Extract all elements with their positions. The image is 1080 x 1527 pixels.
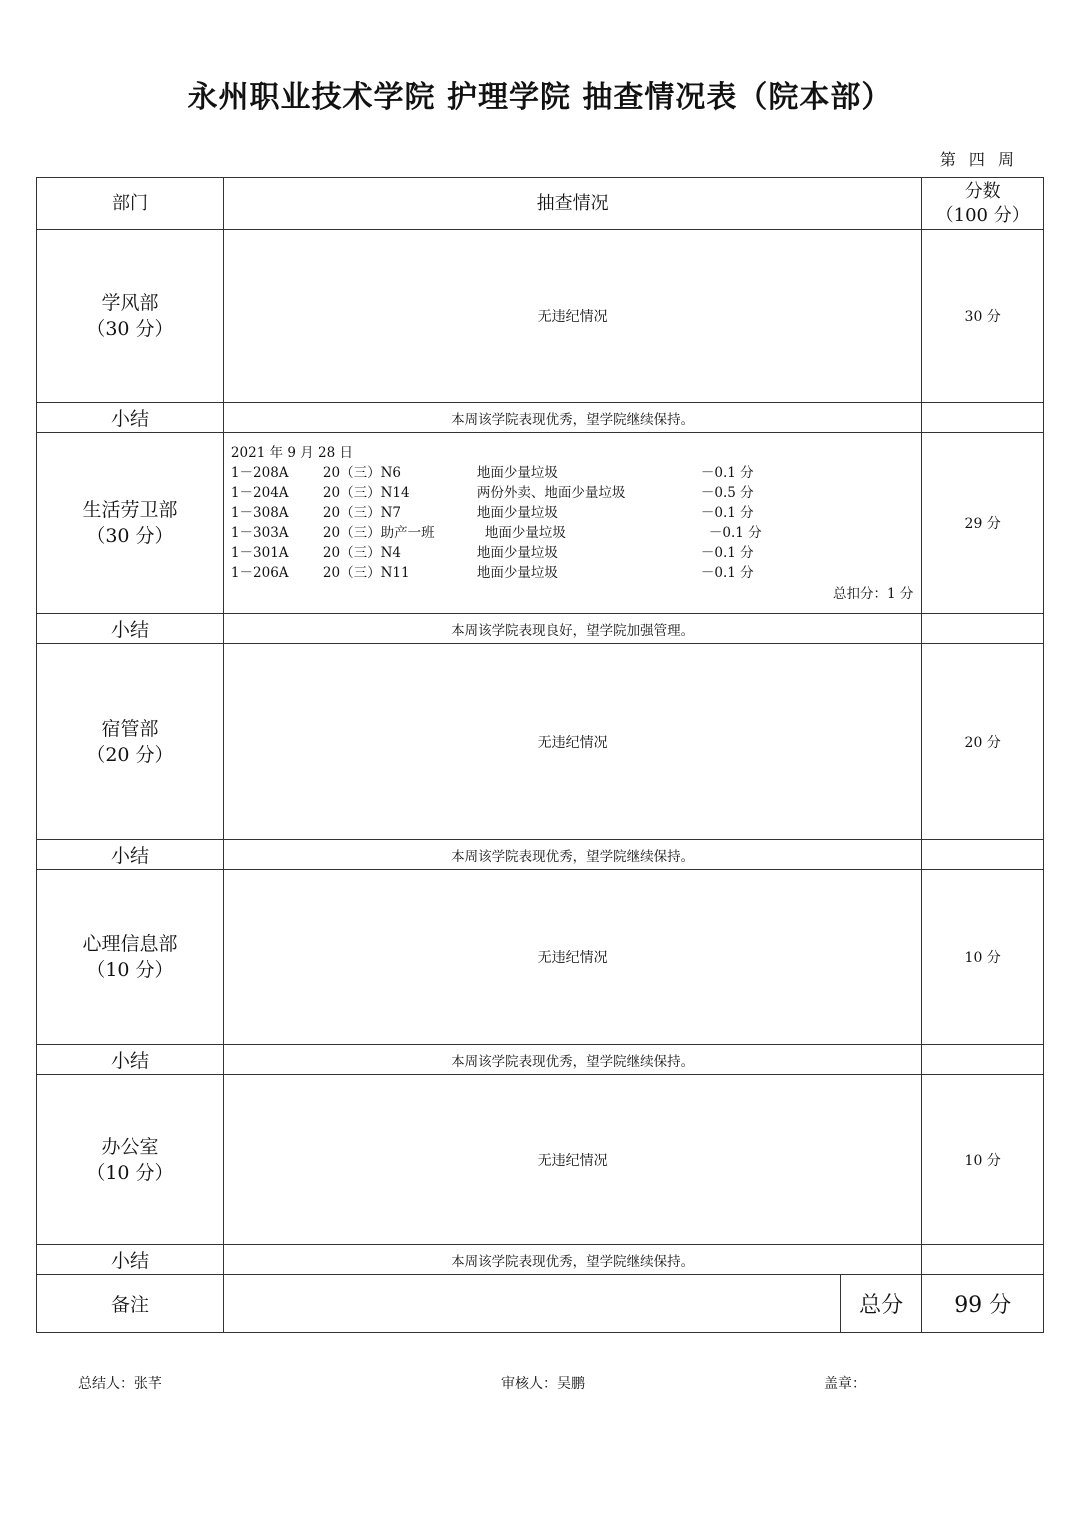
- dept-name: 心理信息部: [82, 933, 178, 955]
- dept-score: 29 分: [922, 433, 1044, 614]
- record-issue: 地面少量垃圾: [484, 525, 566, 541]
- header-score: [922, 178, 1044, 230]
- inspection-note: 无违纪情况: [223, 644, 921, 840]
- record-deduction: －0.1 分: [700, 465, 754, 481]
- dept-score: 10 分: [922, 870, 1044, 1045]
- dept-cell: [37, 644, 224, 840]
- dept-cell: [37, 433, 224, 614]
- summary-text: 本周该学院表现优秀，望学院继续保持。: [223, 403, 921, 433]
- summary-row: [37, 840, 1044, 870]
- record-class: 20（三）N14: [322, 485, 410, 501]
- week-label: 第 四 周: [939, 150, 1018, 169]
- record-row: [231, 563, 913, 583]
- summary-label: 小结: [37, 1045, 224, 1075]
- inspection-note: 无违纪情况: [223, 230, 921, 403]
- inspection-records: [223, 433, 921, 614]
- header-score-label: 分数: [964, 180, 1001, 202]
- record-row: [231, 543, 913, 563]
- record-class: 20（三）N6: [322, 465, 402, 481]
- summary-label: 小结: [37, 840, 224, 870]
- record-issue: 地面少量垃圾: [476, 465, 558, 481]
- dept-score: 10 分: [922, 1075, 1044, 1245]
- section-row: [37, 870, 1044, 1045]
- section-row: [37, 230, 1044, 403]
- record-issue: 地面少量垃圾: [476, 505, 558, 521]
- record-row: [231, 503, 913, 523]
- remarks-value: [223, 1275, 840, 1333]
- record-row: [231, 483, 913, 503]
- dept-name: 学风部: [101, 292, 159, 314]
- record-row: [231, 523, 913, 543]
- dept-cell: [37, 870, 224, 1045]
- record-room: 1－301A: [230, 545, 289, 561]
- summary-score-empty: [922, 403, 1044, 433]
- remarks-row: [37, 1275, 1044, 1333]
- summary-text: 本周该学院表现优秀，望学院继续保持。: [223, 1045, 921, 1075]
- total-label: 总分: [840, 1275, 921, 1333]
- dept-name: 宿管部: [101, 717, 159, 740]
- summary-row: [37, 1245, 1044, 1275]
- dept-max-score: （30 分）: [86, 525, 174, 547]
- dept-max-score: （10 分）: [86, 1161, 174, 1184]
- record-room: 1－308A: [230, 505, 289, 521]
- summary-score-empty: [922, 840, 1044, 870]
- record-row: [231, 463, 913, 483]
- record-deduction: －0.5 分: [700, 485, 754, 501]
- section-row: [37, 433, 1044, 614]
- dept-max-score: （30 分）: [86, 318, 174, 340]
- record-deduction: －0.1 分: [700, 505, 754, 521]
- dept-score: 30 分: [922, 230, 1044, 403]
- summary-label: 小结: [37, 614, 224, 644]
- summary-label: 小结: [37, 1245, 224, 1275]
- stamp-label: 盖章：: [824, 1376, 866, 1392]
- dept-cell: [37, 230, 224, 403]
- summary-text: 本周该学院表现优秀，望学院继续保持。: [223, 1245, 921, 1275]
- record-issue: 地面少量垃圾: [476, 545, 558, 561]
- inspection-note: 无违纪情况: [223, 1075, 921, 1245]
- summary-row: [37, 1045, 1044, 1075]
- record-room: 1－303A: [230, 525, 289, 541]
- header-situation: 抽查情况: [223, 178, 921, 230]
- dept-max-score: （10 分）: [86, 959, 174, 981]
- header-score-max: （100 分）: [935, 204, 1030, 226]
- record-class: 20（三）N4: [322, 545, 402, 561]
- inspection-date: 2021 年 9 月 28 日: [230, 445, 354, 461]
- record-room: 1－208A: [230, 465, 289, 481]
- record-class: 20（三）助产一班: [322, 525, 435, 541]
- record-class: 20（三）N7: [322, 505, 402, 521]
- summary-row: [37, 403, 1044, 433]
- record-room: 1－204A: [230, 485, 289, 501]
- section-row: [37, 1075, 1044, 1245]
- summary-text: 本周该学院表现良好，望学院加强管理。: [223, 614, 921, 644]
- section-row: [37, 644, 1044, 840]
- summary-score-empty: [922, 614, 1044, 644]
- summary-row: [37, 614, 1044, 644]
- record-issue: 两份外卖、地面少量垃圾: [476, 485, 626, 501]
- dept-name: 生活劳卫部: [82, 499, 178, 521]
- inspection-note: 无违纪情况: [223, 870, 921, 1045]
- page-title: 永州职业技术学院 护理学院 抽查情况表（院本部）: [187, 80, 893, 115]
- dept-max-score: （20 分）: [86, 743, 174, 766]
- reviewer: 审核人：吴鹏: [501, 1376, 585, 1392]
- summary-label: 小结: [37, 403, 224, 433]
- record-class: 20（三）N11: [322, 565, 410, 581]
- dept-name: 办公室: [101, 1135, 159, 1158]
- record-deduction: －0.1 分: [708, 525, 762, 541]
- summarizer: 总结人：张芊: [78, 1376, 162, 1392]
- record-deduction: －0.1 分: [700, 565, 754, 581]
- total-score: 99 分: [922, 1275, 1044, 1333]
- record-deduction: －0.1 分: [700, 545, 754, 561]
- record-issue: 地面少量垃圾: [476, 565, 558, 581]
- dept-cell: [37, 1075, 224, 1245]
- header-row: [37, 178, 1044, 230]
- total-deduction: 总扣分：1 分: [832, 586, 914, 602]
- summary-score-empty: [922, 1045, 1044, 1075]
- remarks-label: 备注: [37, 1275, 224, 1333]
- record-room: 1－206A: [230, 565, 289, 581]
- summary-text: 本周该学院表现优秀，望学院继续保持。: [223, 840, 921, 870]
- summary-score-empty: [922, 1245, 1044, 1275]
- inspection-table: [36, 177, 1044, 1333]
- dept-score: 20 分: [922, 644, 1044, 840]
- header-dept: 部门: [37, 178, 224, 230]
